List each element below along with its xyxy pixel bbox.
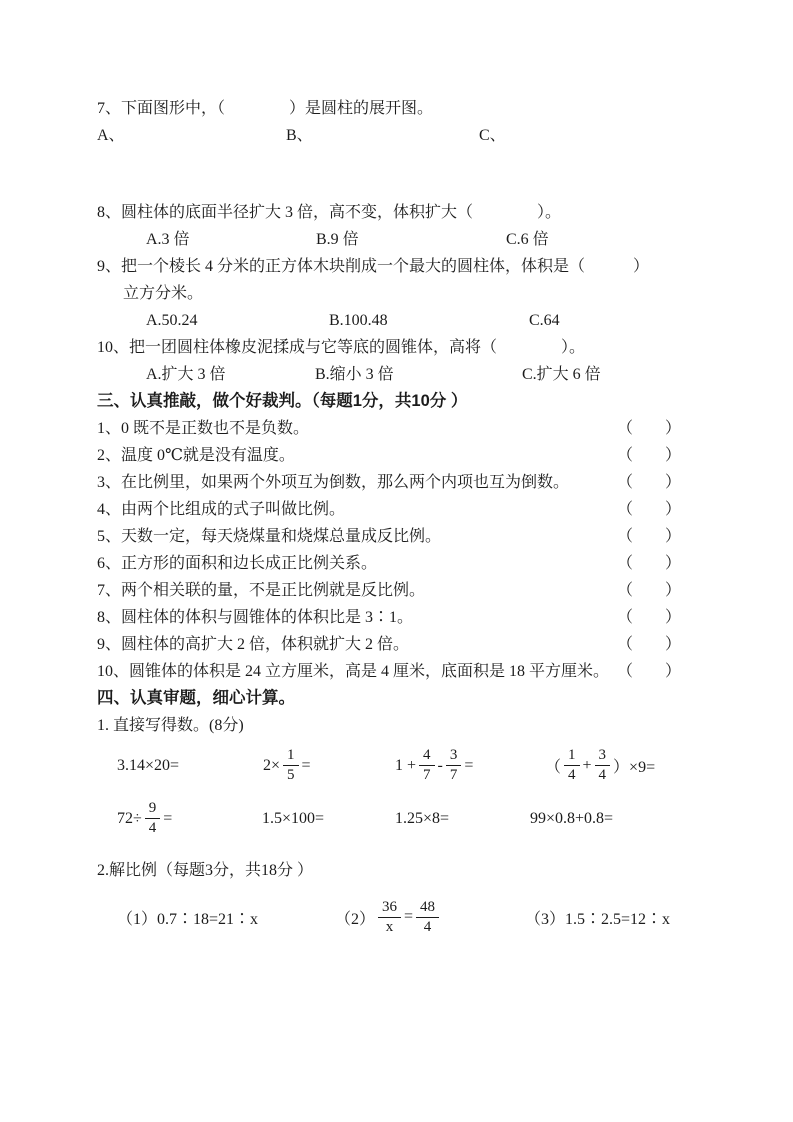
judge-answer-blank: （ ）: [616, 636, 681, 653]
mcq-q10-options: [97, 361, 681, 388]
numerator: 1: [564, 746, 580, 766]
expr-part: 72÷: [117, 809, 142, 827]
fraction-9-4: [145, 799, 161, 838]
expr-part: =: [464, 756, 474, 774]
mcq-q8-option-c: C.6 倍: [506, 231, 549, 248]
expr-part: （2）: [335, 910, 376, 928]
mcq-q9-option-a: A.50.24: [146, 312, 198, 329]
fraction-48-4: [416, 898, 439, 937]
direct-calc-row-2: [97, 792, 681, 845]
judge-item-text: 1、0 既不是正数也不是负数。: [97, 420, 310, 437]
mcq-q7-option-a: A、: [97, 127, 125, 144]
denominator: 4: [423, 918, 432, 935]
judge-item-5: [97, 523, 681, 550]
mcq-q10-option-a: A.扩大 3 倍: [146, 366, 226, 383]
expr-part: ）×9=: [613, 759, 656, 776]
mcq-q7-options: [97, 122, 681, 149]
judge-answer-blank: （ ）: [616, 447, 681, 464]
judge-item-text: 2、温度 0℃就是没有温度。: [97, 447, 295, 464]
expr-1-4+3-4-x9: [545, 746, 655, 785]
mcq-q8-options: [97, 226, 681, 253]
fraction-3-7: [446, 746, 462, 785]
judge-item-3: [97, 469, 681, 496]
mcq-q8-option-a: A.3 倍: [146, 231, 190, 248]
judge-item-7: [97, 577, 681, 604]
mcq-q10-option-c: C.扩大 6 倍: [522, 366, 601, 383]
mcq-q8-option-b: B.9 倍: [316, 231, 359, 248]
q7-figures-area: [97, 149, 681, 199]
proportion-1: （1）0.7∶18=21∶x: [117, 910, 259, 928]
denominator: 7: [423, 767, 431, 783]
expr-part: =: [301, 756, 311, 774]
mcq-q9-text-line2: 立方分米。: [123, 285, 204, 302]
numerator: 9: [145, 799, 161, 819]
proportion-2: [335, 898, 525, 937]
judge-item-9: [97, 631, 681, 658]
judge-answer-blank: （ ）: [616, 474, 681, 491]
judge-answer-blank: （ ）: [616, 501, 681, 518]
calc-section-title: 四、认真审题，细心计算。: [97, 689, 295, 707]
expr-99x0.8+0.8: 99×0.8+0.8=: [530, 809, 614, 827]
denominator: 5: [287, 767, 295, 783]
fraction-3-4: [595, 746, 611, 785]
judge-answer-blank: （ ）: [616, 609, 681, 626]
judge-answer-blank: （ ）: [616, 420, 681, 437]
judge-section-title: 三、认真推敲，做个好裁判。（每题1分，共10分 ）: [97, 392, 468, 410]
judge-item-text: 5、天数一定，每天烧煤量和烧煤总量成反比例。: [97, 528, 442, 545]
expr-2x1-5: [263, 746, 395, 785]
denominator: 4: [148, 820, 157, 836]
fraction-36-x: [378, 898, 401, 937]
mcq-q9-options: [97, 307, 681, 334]
judge-item-4: [97, 496, 681, 523]
fraction-4-7: [419, 746, 435, 785]
expr-part: 1 +: [395, 756, 417, 774]
expr-part: （: [545, 759, 562, 776]
mcq-q9-option-b: B.100.48: [329, 312, 388, 329]
judge-item-text: 10、圆锥体的体积是 24 立方厘米，高是 4 厘米，底面积是 18 平方厘米。: [97, 663, 610, 680]
proportion-row: [97, 886, 681, 948]
judge-answer-blank: （ ）: [616, 555, 681, 572]
mcq-q8-text: 8、圆柱体的底面半径扩大 3 倍，高不变，体积扩大（ ）。: [97, 204, 562, 221]
expr-1.25x8: 1.25×8=: [395, 809, 450, 827]
judge-item-text: 4、由两个比组成的式子叫做比例。: [97, 501, 346, 518]
numerator: 1: [283, 746, 299, 766]
expr-3.14x20: 3.14×20=: [117, 756, 180, 774]
expr-part: 2×: [263, 756, 281, 774]
direct-calc-row-1: [97, 739, 681, 792]
numerator: 3: [446, 746, 462, 766]
judge-item-text: 9、圆柱体的高扩大 2 倍，体积就扩大 2 倍。: [97, 636, 410, 653]
numerator: 36: [378, 898, 401, 918]
denominator: x: [385, 918, 394, 935]
expr-part: -: [437, 756, 443, 774]
numerator: 48: [416, 898, 439, 918]
judge-item-text: 3、在比例里，如果两个外项互为倒数，那么两个内项也互为倒数。: [97, 474, 570, 491]
expr-part: +: [582, 756, 592, 774]
denominator: 4: [598, 767, 607, 783]
expr-part: =: [163, 809, 173, 827]
judge-item-1: [97, 415, 681, 442]
expr-1.5x100: 1.5×100=: [262, 809, 325, 827]
judge-answer-blank: （ ）: [616, 663, 681, 680]
fraction-1-4: [564, 746, 580, 785]
expr-1+4-7-3-7: [395, 746, 545, 785]
fraction-1-5: [283, 746, 299, 785]
mcq-q9-option-c: C.64: [529, 312, 560, 329]
denominator: 7: [449, 767, 458, 783]
mcq-q10-option-b: B.缩小 3 倍: [315, 366, 394, 383]
judge-item-text: 7、两个相关联的量，不是正比例就是反比例。: [97, 582, 426, 599]
judge-item-text: 8、圆柱体的体积与圆锥体的体积比是 3∶1。: [97, 609, 414, 626]
judge-item-6: [97, 550, 681, 577]
judge-item-text: 6、正方形的面积和边长成正比例关系。: [97, 555, 378, 572]
mcq-q7-option-b: B、: [286, 127, 313, 144]
judge-item-2: [97, 442, 681, 469]
mcq-q10-text: 10、把一团圆柱体橡皮泥揉成与它等底的圆锥体，高将（ ）。: [97, 339, 586, 356]
mcq-q7-text: 7、下面图形中，（ ）是圆柱的展开图。: [97, 100, 434, 117]
judge-item-10: [97, 658, 681, 685]
mcq-q7-option-c: C、: [479, 127, 506, 144]
numerator: 4: [419, 746, 435, 766]
judge-answer-blank: （ ）: [616, 528, 681, 545]
solve-proportion-title: 2.解比例（每题3分，共18分 ）: [97, 862, 314, 879]
judge-item-8: [97, 604, 681, 631]
proportion-3: （3）1.5∶2.5=12∶x: [525, 910, 671, 928]
judge-answer-blank: （ ）: [616, 582, 681, 599]
mcq-q9-text-line1: 9、把一个棱长 4 分米的正方体木块削成一个最大的圆柱体，体积是（ ）: [97, 258, 650, 275]
numerator: 3: [595, 746, 611, 766]
denominator: 4: [568, 767, 576, 783]
expr-72div9-4: [117, 799, 262, 838]
expr-part: =: [404, 908, 414, 925]
direct-calc-title: 1. 直接写得数。(8分): [97, 717, 244, 734]
